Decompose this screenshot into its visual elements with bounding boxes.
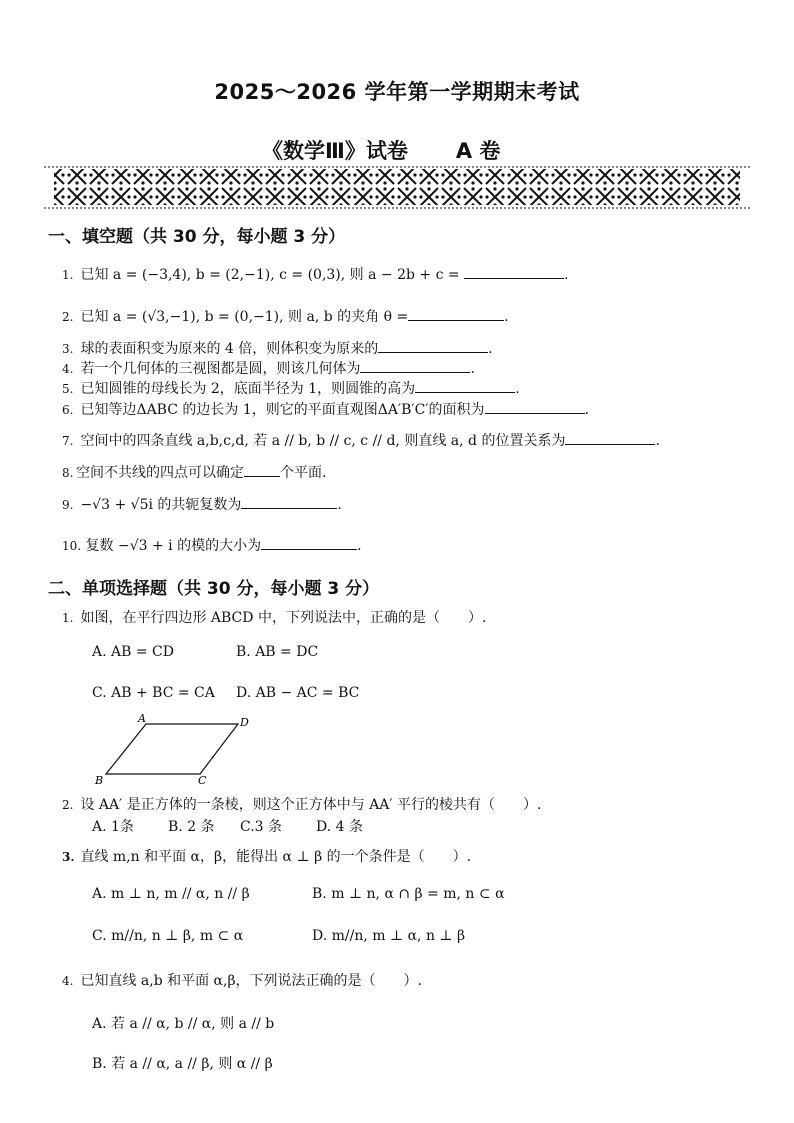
- option-2-3-b: B. m ⊥ n, α ∩ β = m, n ⊂ α: [312, 886, 505, 902]
- option-2-2-a: A. 1条: [92, 819, 134, 835]
- option-2-3-d: D. m//n, m ⊥ α, n ⊥ β: [312, 928, 466, 944]
- question-1-4: 4. 若一个几何体的三视图都是圆，则该几何体为 .: [62, 358, 475, 378]
- exam-title: 2025～2026 学年第一学期期末考试: [214, 80, 580, 104]
- question-1-6: 6. 已知等边ΔABC 的边长为 1，则它的平面直观图ΔA′B′C′的面积为 .: [62, 399, 589, 419]
- parallelogram-figure: [90, 712, 260, 787]
- option-2-1-d: D. AB − AC = BC: [236, 685, 360, 701]
- option-2-2-b: B. 2 条: [168, 819, 215, 835]
- question-2-2: 2. 设 AA′ 是正方体的一条棱，则这个正方体中与 AA′ 平行的棱共有（ ）.: [62, 797, 542, 813]
- question-2-4: 4. 已知直线 a,b 和平面 α,β，下列说法正确的是（ ）.: [62, 973, 423, 989]
- vertex-label-c: C: [198, 774, 207, 787]
- question-1-5: 5. 已知圆锥的母线长为 2，底面半径为 1，则圆锥的高为 .: [62, 378, 520, 398]
- question-1-1: 1. 已知 a = (−3,4), b = (2,−1), c = (0,3), 则 a − 2b + c = .: [62, 264, 569, 284]
- exam-subtitle: [262, 135, 500, 165]
- question-1-2: 2. 已知 a = (√3,−1), b = (0,−1), 则 a, b 的夹角 θ = .: [62, 306, 509, 326]
- vertex-label-a: A: [138, 712, 146, 725]
- option-2-4-a: A. 若 a // α, b // α, 则 a // b: [92, 1016, 275, 1032]
- question-1-8: 8. 空间不共线的四点可以确定 个平面.: [62, 462, 326, 482]
- vertex-label-b: B: [95, 774, 104, 787]
- option-2-4-b: B. 若 a // α, a // β, 则 α // β: [92, 1056, 273, 1072]
- option-2-2-c: C.3 条: [240, 819, 283, 835]
- vertex-label-d: D: [240, 716, 249, 729]
- question-1-7: 7. 空间中的四条直线 a,b,c,d, 若 a // b, b // c, c // d, 则直线 a, d 的位置关系为 .: [62, 430, 660, 450]
- option-2-1-c: C. AB + BC = CA: [92, 685, 215, 701]
- section2-heading: 二、单项选择题（共 30 分，每小题 3 分）: [48, 579, 380, 599]
- option-2-3-c: C. m//n, n ⊥ β, m ⊂ α: [92, 928, 244, 944]
- option-2-3-a: A. m ⊥ n, m // α, n // β: [92, 886, 250, 902]
- section1-heading: 一、填空题（共 30 分，每小题 3 分）: [48, 227, 346, 247]
- question-2-3: 3. 直线 m,n 和平面 α，β，能得出 α ⊥ β 的一个条件是（ ）.: [62, 849, 472, 865]
- paper-version: A 卷: [455, 139, 501, 163]
- question-1-3: 3. 球的表面积变为原来的 4 倍，则体积变为原来的 .: [62, 338, 493, 358]
- option-2-2-d: D. 4 条: [316, 819, 363, 835]
- option-2-1-b: B. AB = DC: [236, 644, 319, 660]
- question-1-9: 9. −√3 + √5i 的共轭复数为 .: [62, 494, 342, 514]
- question-1-10: 10. 复数 −√3 + i 的模的大小为 .: [62, 535, 362, 555]
- option-2-1-a: A. AB = CD: [92, 644, 174, 660]
- subject-name: 《数学Ⅲ》试卷: [262, 139, 408, 163]
- decorative-border: [44, 164, 750, 210]
- question-2-1: 1. 如图，在平行四边形 ABCD 中，下列说法中，正确的是（ ）.: [62, 610, 487, 626]
